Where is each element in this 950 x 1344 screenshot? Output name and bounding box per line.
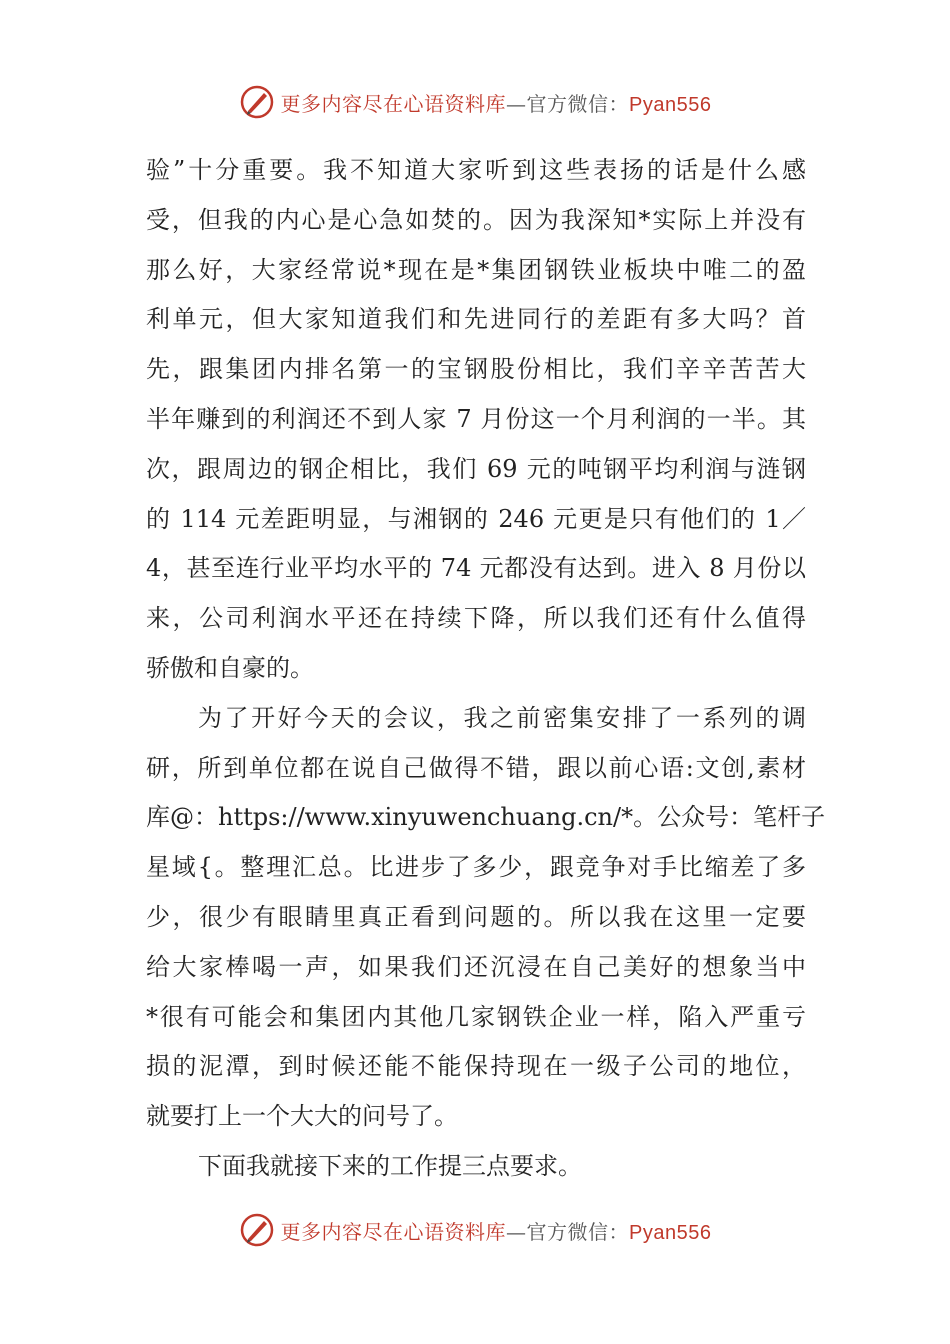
text-line: 4，甚至连行业平均水平的 74 元都没有达到。进入 8 月份以 bbox=[146, 554, 806, 583]
text-line: 先，跟集团内排名第一的宝钢股份相比，我们辛辛苦苦大 bbox=[146, 355, 806, 384]
pen-logo-icon bbox=[239, 84, 275, 120]
paragraph-3 bbox=[146, 1142, 806, 1192]
text-line: 受，但我的内心是心急如焚的。因为我深知*实际上并没有 bbox=[146, 205, 806, 234]
document-body bbox=[146, 146, 826, 1192]
text-line: 库@：https://www.xinyuwenchuang.cn/*。公众号：笔杆子 bbox=[146, 803, 826, 832]
text-line: 利单元，但大家知道我们和先进同行的差距有多大吗？首 bbox=[146, 305, 806, 334]
footer-watermark bbox=[0, 1208, 950, 1252]
text-line: 给大家棒喝一声，如果我们还沉浸在自己美好的想象当中 bbox=[146, 952, 806, 981]
watermark-id: Pyan556 bbox=[629, 93, 712, 116]
text-line: 验”十分重要。我不知道大家听到这些表扬的话是什么感 bbox=[146, 156, 806, 184]
text-line: 就要打上一个大大的问号了。 bbox=[146, 1102, 458, 1131]
watermark-sub: 官方微信： bbox=[526, 91, 630, 116]
watermark-dash: — bbox=[506, 1219, 527, 1244]
paragraph-1 bbox=[146, 146, 806, 694]
header-watermark bbox=[0, 80, 950, 124]
text-line: 为了开好今天的会议，我之前密集安排了一系列的调 bbox=[198, 703, 806, 732]
text-line: 半年赚到的利润还不到人家 7 月份这一个月利润的一半。其 bbox=[146, 404, 806, 433]
watermark-id: Pyan556 bbox=[629, 1221, 712, 1244]
watermark-sub: 官方微信： bbox=[526, 1219, 630, 1244]
text-line: 骄傲和自豪的。 bbox=[146, 653, 314, 682]
text-line: 次，跟周边的钢企相比，我们 69 元的吨钢平均利润与涟钢 bbox=[146, 454, 806, 483]
paragraph-2 bbox=[146, 694, 826, 1142]
watermark-main: 更多内容尽在心语资料库 bbox=[280, 91, 507, 116]
text-line: 的 114 元差距明显，与湘钢的 246 元更是只有他们的 1／ bbox=[146, 504, 806, 533]
text-line: 损的泥潭，到时候还能不能保持现在一级子公司的地位， bbox=[146, 1052, 806, 1081]
watermark-text bbox=[281, 1216, 712, 1245]
watermark-dash: — bbox=[506, 91, 527, 116]
watermark-main: 更多内容尽在心语资料库 bbox=[280, 1219, 507, 1244]
text-line: 那么好，大家经常说*现在是*集团钢铁业板块中唯二的盈 bbox=[146, 255, 806, 284]
text-line: *很有可能会和集团内其他几家钢铁企业一样，陷入严重亏 bbox=[146, 1002, 806, 1031]
text-line: 少，很少有眼睛里真正看到问题的。所以我在这里一定要 bbox=[146, 902, 806, 931]
text-line: 下面我就接下来的工作提三点要求。 bbox=[198, 1151, 582, 1180]
watermark-text bbox=[281, 88, 712, 117]
text-line: 研，所到单位都在说自己做得不错，跟以前心语:文创,素材 bbox=[146, 753, 806, 782]
text-line: 星域{。整理汇总。比进步了多少，跟竞争对手比缩差了多 bbox=[146, 853, 806, 882]
text-line: 来，公司利润水平还在持续下降，所以我们还有什么值得 bbox=[146, 604, 806, 633]
pen-logo-icon bbox=[239, 1212, 275, 1248]
